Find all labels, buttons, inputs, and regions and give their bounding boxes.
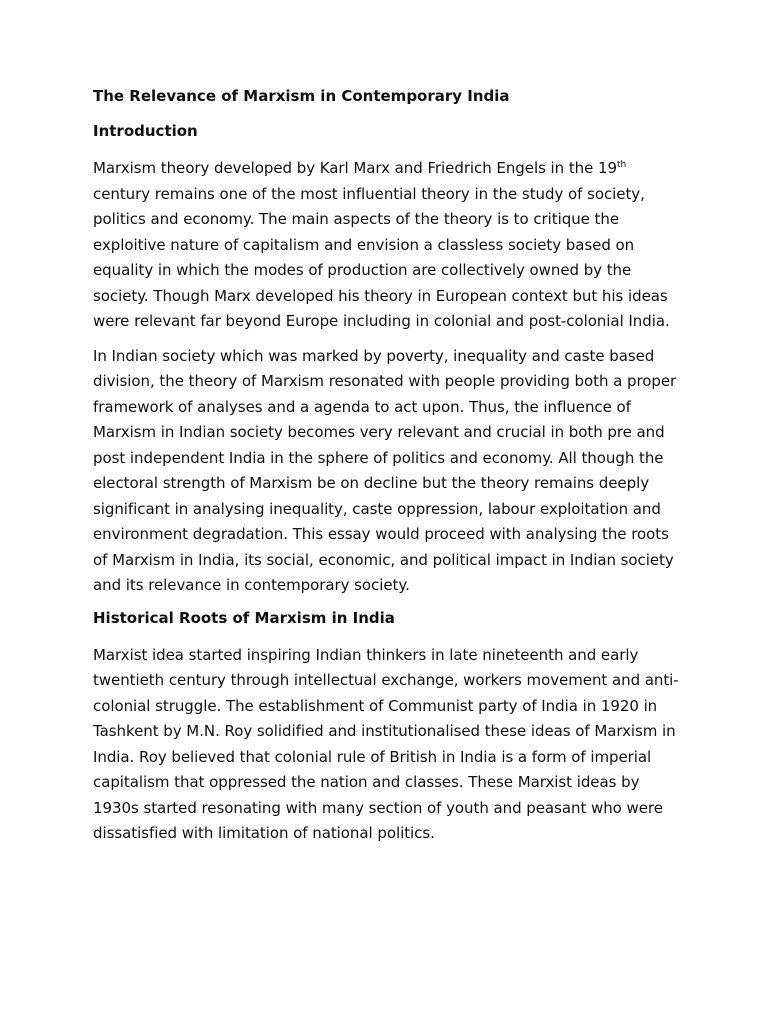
- document-page: [93, 86, 683, 856]
- paragraph-text: century remains one of the most influential theory in the study of society, politics and economy. The main aspects of the theory is to critique the exploitive nature of capitalism and envision a classless society based on equality in which the modes of production are collectively owned by the society. Though Marx developed his theory in European context but his ideas were relevant far beyond Europe including in colonial and post-colonial India.: [93, 184, 670, 330]
- historical-roots-paragraph-1: Marxist idea started inspiring Indian thinkers in late nineteenth and early twentieth century through intellectual exchange, workers movement and anti-colonial struggle. The establishment of Communist party of India in 1920 in Tashkent by M.N. Roy solidified and institutionalised these ideas of Marxism in India. Roy believed that colonial rule of British in India is a form of imperial capitalism that oppressed the nation and classes. These Marxist ideas by 1930s started resonating with many section of youth and peasant who were dissatisfied with limitation of national politics.: [93, 645, 679, 842]
- document-title: The Relevance of Marxism in Contemporary India: [93, 87, 510, 105]
- section-heading-historical-roots: Historical Roots of Marxism in India: [93, 608, 395, 627]
- intro-paragraph-1: [93, 156, 683, 335]
- paragraph-text: Marxism theory developed by Karl Marx and Friedrich Engels in the 19: [93, 159, 618, 177]
- superscript-ordinal: th: [617, 160, 627, 170]
- intro-paragraph-2: In Indian society which was marked by poverty, inequality and caste based division, the theory of Marxism resonated with people providing both a proper framework of analyses and a agenda to act upon. Thus, the influence of Marxism in Indian society becomes very relevant and crucial in both pre and post independent India in the sphere of politics and economy. All though the electoral strength of Marxism be on decline but the theory remains deeply significant in analysing inequality, caste oppression, labour exploitation and environment degradation. This essay would proceed with analysing the roots of Marxism in India, its social, economic, and political impact in Indian society and its relevance in contemporary society.: [93, 346, 677, 594]
- section-heading-introduction: Introduction: [93, 122, 198, 140]
